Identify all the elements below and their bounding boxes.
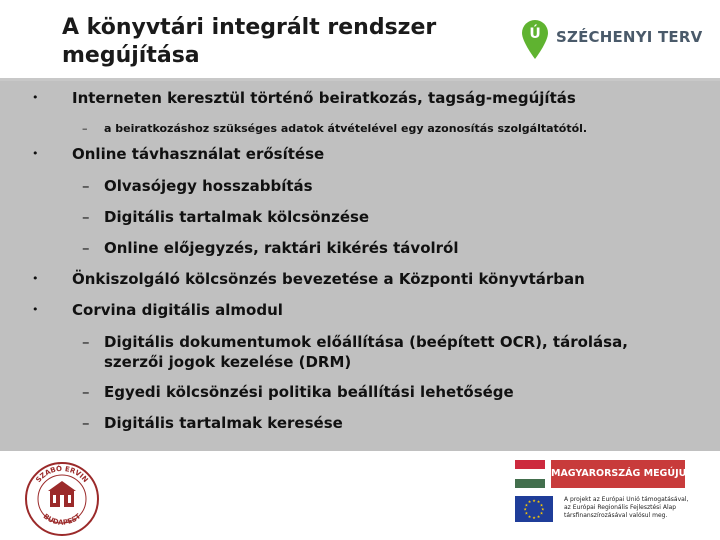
sub-bullet-item xyxy=(82,207,370,227)
sub-bullet-item xyxy=(82,332,628,372)
bullet-item xyxy=(32,301,283,319)
sub-bullet-dash: – xyxy=(82,177,90,195)
szechenyi-drop-icon xyxy=(520,18,550,60)
sub-bullet-text-continued: szerzői jogok kezelése (DRM) xyxy=(104,353,352,371)
bullet-text: Corvina digitális almodul xyxy=(72,301,283,319)
eu-funding-line-1: A projekt az Európai Unió támogatásával, xyxy=(564,496,689,503)
bullet-dot: • xyxy=(32,91,39,104)
sub-bullet-dash: – xyxy=(82,208,90,226)
eu-funding-note xyxy=(564,496,704,520)
svg-text:BUDAPEST xyxy=(42,512,83,527)
svg-text:★: ★ xyxy=(541,506,545,512)
svg-text:★: ★ xyxy=(524,510,529,516)
slide-footer xyxy=(0,451,720,540)
eu-funding-line-2: az Európai Regionális Fejlesztési Alap xyxy=(564,504,677,511)
slide-content xyxy=(0,81,720,451)
sub-bullet-dash: – xyxy=(82,122,88,135)
eu-funding-line-3: társfinanszírozásával valósul meg. xyxy=(564,512,668,519)
seal-text-bottom: BUDAPEST xyxy=(41,512,83,527)
sub-bullet-text: Digitális dokumentumok előállítása (beépített OCR), tárolása, xyxy=(104,333,628,351)
bullet-dot: • xyxy=(32,272,39,285)
sub-bullet-text: a beiratkozáshoz szükséges adatok átvételével egy azonosítás szolgáltatótól. xyxy=(104,122,588,135)
sub-bullet-dash: – xyxy=(82,239,90,257)
slide-title-line-1: A könyvtári integrált rendszer xyxy=(62,15,437,40)
magyarorszag-megujul-text: MAGYARORSZÁG MEGÚJUL xyxy=(551,460,685,488)
hungarian-flag-icon xyxy=(515,460,545,488)
bullet-item xyxy=(32,270,585,288)
sub-bullet-text: Digitális tartalmak keresése xyxy=(104,414,343,432)
bullet-text: Önkiszolgáló kölcsönzés bevezetése a Központi könyvtárban xyxy=(72,270,585,288)
bullet-dot: • xyxy=(32,303,39,316)
sub-bullet-item xyxy=(82,382,514,402)
slide-title-line-2: megújítása xyxy=(62,43,200,68)
svg-text:★: ★ xyxy=(539,510,544,516)
sub-bullet-text: Egyedi kölcsönzési politika beállítási lehetősége xyxy=(104,383,514,401)
svg-text:★: ★ xyxy=(523,506,527,512)
sub-bullet-text: Olvasójegy hosszabbítás xyxy=(104,177,313,195)
sub-bullet-text: Online előjegyzés, raktári kikérés távolról xyxy=(104,239,459,257)
fszek-library-seal-icon xyxy=(24,461,100,537)
szechenyi-terv-logo xyxy=(520,18,703,70)
seal-text-top: SZABÓ ERVIN xyxy=(34,464,90,485)
svg-text:★: ★ xyxy=(539,502,544,508)
bullet-item xyxy=(32,89,576,107)
slide-header xyxy=(0,0,720,80)
sub-bullet-item xyxy=(82,176,313,196)
sub-bullet-dash: – xyxy=(82,333,90,351)
svg-text:★: ★ xyxy=(532,515,536,520)
sub-bullet-text: Digitális tartalmak kölcsönzése xyxy=(104,208,370,226)
sub-bullet-dash: – xyxy=(82,383,90,401)
svg-text:★: ★ xyxy=(536,513,541,519)
sub-bullet-dash: – xyxy=(82,414,90,432)
svg-text:★: ★ xyxy=(524,502,529,508)
bullet-text: Online távhasználat erősítése xyxy=(72,145,325,163)
bullet-dot: • xyxy=(32,147,39,160)
svg-text:★: ★ xyxy=(536,499,541,505)
sub-bullet-item xyxy=(82,413,343,433)
bullet-text: Interneten keresztül történő beiratkozás, tagság-megújítás xyxy=(72,89,576,107)
svg-text:★: ★ xyxy=(532,498,536,503)
sub-bullet-item xyxy=(82,238,459,258)
magyarorszag-megujul-badge xyxy=(515,460,693,488)
bullet-item xyxy=(32,145,325,163)
svg-text:★: ★ xyxy=(527,499,532,505)
svg-text:★: ★ xyxy=(527,513,532,519)
szechenyi-terv-text: SZÉCHENYI TERV xyxy=(556,28,703,46)
slide-title xyxy=(62,14,502,70)
sub-bullet-item xyxy=(82,119,588,139)
eu-flag-icon xyxy=(515,496,553,522)
szechenyi-drop-mark: Ú xyxy=(529,26,541,42)
